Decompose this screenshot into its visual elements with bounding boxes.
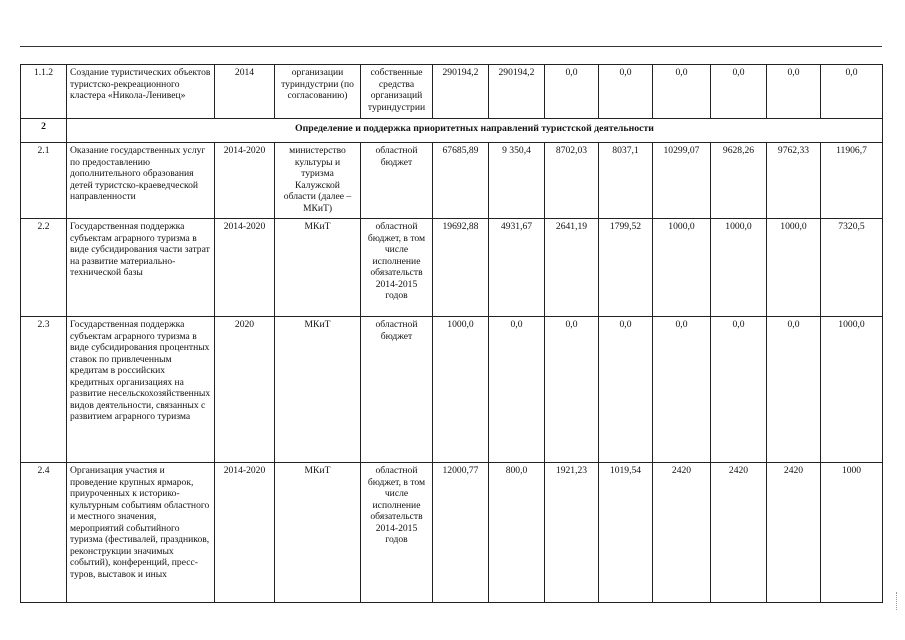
amount-year: 0,0 (545, 65, 599, 119)
amount-year: 9628,26 (711, 143, 767, 219)
row-number: 2.1 (21, 143, 67, 219)
amount-year: 2420 (767, 463, 821, 603)
amount-year: 1799,52 (599, 219, 653, 317)
measure-name: Государственная поддержка субъектам аграрного туризма в виде субсидирования процентных ставок по привлеченным кредитам в российских кредитных организациях на развитие несельскохозяйственных видов деятельности, связанных с развитием аграрного туризма (67, 317, 215, 463)
amount-year: 0,0 (711, 317, 767, 463)
amount-year: 0,0 (489, 317, 545, 463)
amount-year: 290194,2 (489, 65, 545, 119)
amount-total: 67685,89 (433, 143, 489, 219)
amount-total: 19692,88 (433, 219, 489, 317)
amount-year: 7320,5 (821, 219, 883, 317)
table-row (21, 317, 883, 463)
amount-year: 2420 (653, 463, 711, 603)
amount-year: 0,0 (767, 317, 821, 463)
funding-source: областной бюджет, в том числе исполнение обязательств 2014-2015 годов (361, 219, 433, 317)
amount-year: 0,0 (821, 65, 883, 119)
amount-year: 0,0 (545, 317, 599, 463)
measure-name: Государственная поддержка субъектам аграрного туризма в виде субсидирования части затрат на развитие материально-технической базы (67, 219, 215, 317)
executor: МКиТ (275, 463, 361, 603)
amount-year: 0,0 (653, 65, 711, 119)
executor: министерство культуры и туризма Калужской области (далее – МКиТ) (275, 143, 361, 219)
section-number: 2 (21, 119, 67, 143)
amount-year: 0,0 (653, 317, 711, 463)
scan-edge-mark (896, 592, 899, 610)
funding-source: собственные средства организаций туриндустрии (361, 65, 433, 119)
table-row (21, 65, 883, 119)
amount-year: 0,0 (599, 317, 653, 463)
period: 2014-2020 (215, 143, 275, 219)
amount-total: 12000,77 (433, 463, 489, 603)
funding-source: областной бюджет (361, 317, 433, 463)
amount-year: 1921,23 (545, 463, 599, 603)
section-title: Определение и поддержка приоритетных направлений туристской деятельности (67, 119, 883, 143)
section-row (21, 119, 883, 143)
program-measures-table (20, 64, 883, 603)
amount-year: 0,0 (599, 65, 653, 119)
amount-year: 11906,7 (821, 143, 883, 219)
period: 2014-2020 (215, 219, 275, 317)
row-number: 2.3 (21, 317, 67, 463)
amount-year: 9762,33 (767, 143, 821, 219)
table-row (21, 219, 883, 317)
page-top-rule (20, 46, 882, 47)
table-row (21, 463, 883, 603)
amount-year: 8037,1 (599, 143, 653, 219)
amount-year: 4931,67 (489, 219, 545, 317)
executor: организации туриндустрии (по согласованию) (275, 65, 361, 119)
period: 2014-2020 (215, 463, 275, 603)
amount-year: 1000 (821, 463, 883, 603)
row-number: 1.1.2 (21, 65, 67, 119)
period: 2014 (215, 65, 275, 119)
amount-year: 1000,0 (711, 219, 767, 317)
amount-year: 1000,0 (767, 219, 821, 317)
executor: МКиТ (275, 219, 361, 317)
amount-year: 2420 (711, 463, 767, 603)
executor: МКиТ (275, 317, 361, 463)
measure-name: Организация участия и проведение крупных ярмарок, приуроченных к историко-культурным событиям областного и местного значения, мероприятий событийного туризма (фестивалей, праздников, реконструкции значимых событий), конференций, пресс-туров, выставок и иных (67, 463, 215, 603)
amount-year: 1000,0 (821, 317, 883, 463)
amount-year: 2641,19 (545, 219, 599, 317)
amount-year: 0,0 (711, 65, 767, 119)
measure-name: Создание туристических объектов туристско-рекреационного кластера «Никола-Ленивец» (67, 65, 215, 119)
table-row (21, 143, 883, 219)
amount-total: 1000,0 (433, 317, 489, 463)
amount-year: 0,0 (767, 65, 821, 119)
period: 2020 (215, 317, 275, 463)
amount-year: 1019,54 (599, 463, 653, 603)
funding-source: областной бюджет, в том числе исполнение обязательств 2014-2015 годов (361, 463, 433, 603)
amount-year: 800,0 (489, 463, 545, 603)
amount-year: 8702,03 (545, 143, 599, 219)
row-number: 2.2 (21, 219, 67, 317)
row-number: 2.4 (21, 463, 67, 603)
amount-year: 9 350,4 (489, 143, 545, 219)
funding-source: областной бюджет (361, 143, 433, 219)
amount-total: 290194,2 (433, 65, 489, 119)
amount-year: 10299,07 (653, 143, 711, 219)
amount-year: 1000,0 (653, 219, 711, 317)
measure-name: Оказание государственных услуг по предоставлению дополнительного образования детей туристско-краеведческой направленности (67, 143, 215, 219)
